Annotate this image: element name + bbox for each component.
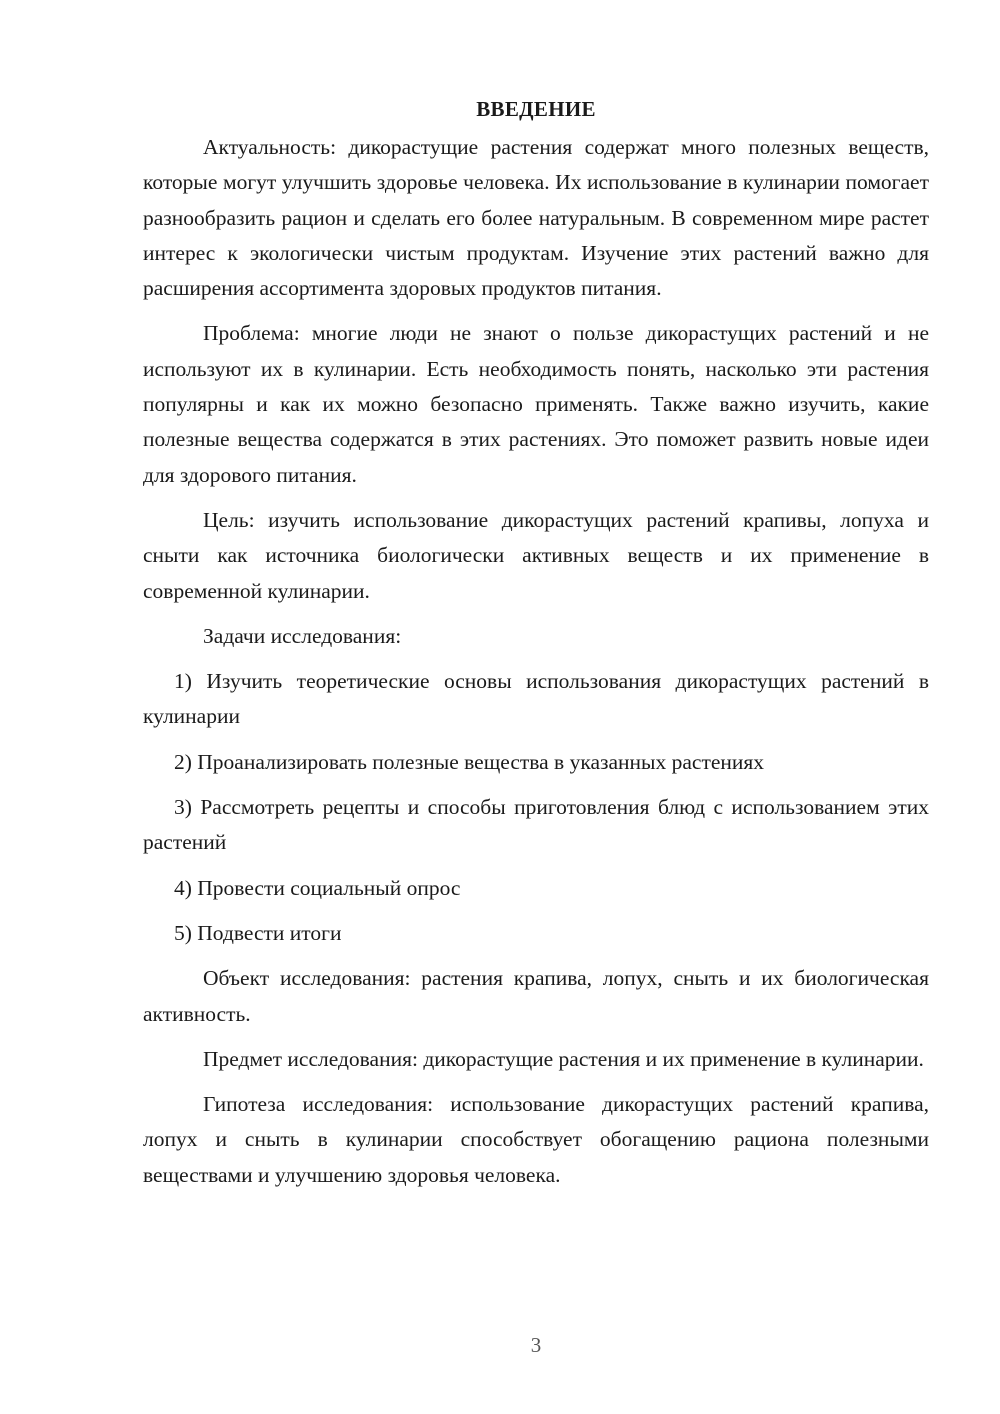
task-item-3: 3) Рассмотреть рецепты и способы приготовления блюд с использованием этих растений: [143, 795, 929, 855]
subject-paragraph: Предмет исследования: дикорастущие растения и их применение в кулинарии.: [203, 1046, 924, 1071]
relevance-paragraph: Актуальность: дикорастущие растения содержат много полезных веществ, которые могут улучшить здоровье человека. Их использование в кулинарии помогает разнообразить рацион и сделать его более натуральным. В современном мире растет интерес к экологически чистым продуктам. Изучение этих растений важно для расширения ассортимента здоровых продуктов питания.: [143, 135, 929, 301]
document-page: [143, 92, 929, 1203]
problem-paragraph: Проблема: многие люди не знают о пользе дикорастущих растений и не используют их в кулинарии. Есть необходимость понять, насколько эти растения популярны и как их можно безопасно применять. Также важно изучить, какие полезные вещества содержатся в этих растениях. Это поможет развить новые идеи для здорового питания.: [143, 321, 929, 487]
task-item-4: 4) Провести социальный опрос: [174, 875, 461, 900]
tasks-title: Задачи исследования:: [203, 623, 402, 648]
page-number: 3: [530, 1333, 542, 1357]
hypothesis-paragraph: Гипотеза исследования: использование дикорастущих растений крапива, лопух и сныть в кулинарии способствует обогащению рациона полезными веществами и улучшению здоровья человека.: [143, 1092, 929, 1187]
object-paragraph: Объект исследования: растения крапива, лопух, сныть и их биологическая активность.: [143, 966, 929, 1026]
task-item-2: 2) Проанализировать полезные вещества в указанных растениях: [174, 749, 765, 774]
page-title: ВВЕДЕНИЕ: [476, 97, 596, 121]
task-item-5: 5) Подвести итоги: [174, 920, 342, 945]
task-item-1: 1) Изучить теоретические основы использования дикорастущих растений в кулинарии: [143, 669, 929, 729]
goal-paragraph: Цель: изучить использование дикорастущих растений крапивы, лопуха и сныти как источника биологически активных веществ и их применение в современной кулинарии.: [143, 507, 929, 603]
